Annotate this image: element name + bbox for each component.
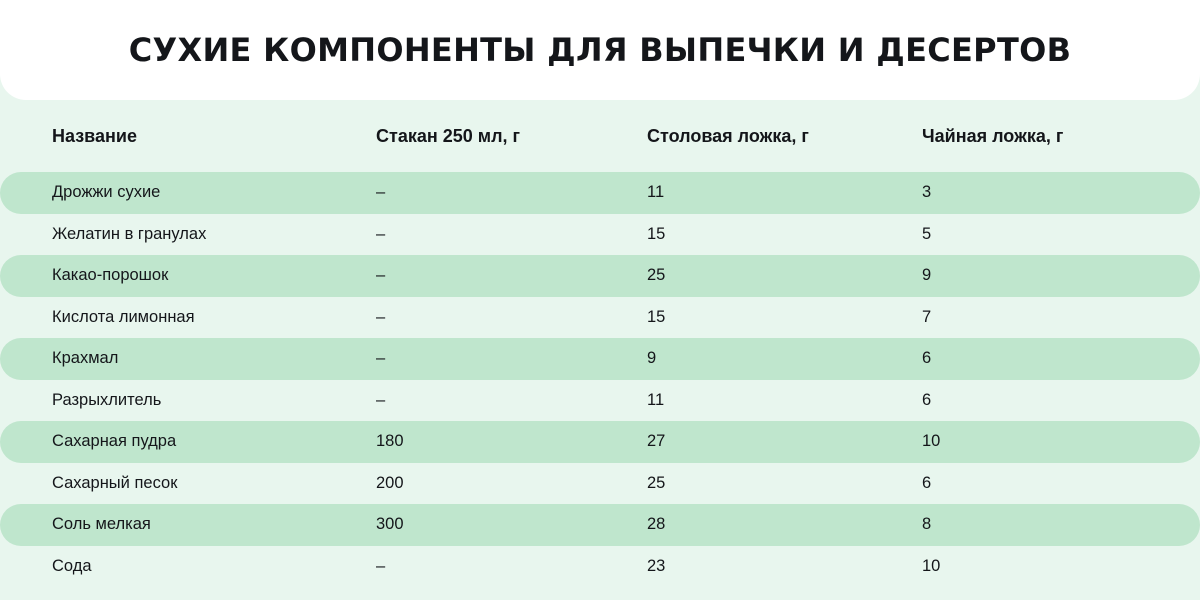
cell-name: Сахарная пудра [0, 421, 340, 463]
cell-name: Сахарный песок [52, 473, 178, 492]
table-row [0, 297, 1200, 339]
table-body [0, 172, 1200, 587]
cell-name: Какао-порошок [0, 255, 340, 297]
cell-cup: – [376, 307, 386, 326]
measurements-table [0, 100, 1200, 587]
table-row [0, 338, 1200, 380]
cell-teaspoon: 10 [922, 556, 941, 575]
cell-teaspoon: 6 [922, 390, 932, 409]
column-header-cup: Стакан 250 мл, г [376, 125, 520, 146]
cell-teaspoon: 10 [890, 421, 1200, 463]
cell-cup: 200 [376, 473, 404, 492]
table-row [0, 214, 1200, 256]
cell-tablespoon: 9 [615, 338, 890, 380]
cell-tablespoon: 15 [647, 224, 666, 243]
cell-tablespoon: 28 [615, 504, 890, 546]
cell-teaspoon: 7 [922, 307, 932, 326]
cell-tablespoon: 11 [647, 390, 665, 409]
cell-tablespoon: 15 [647, 307, 666, 326]
cell-cup: – [376, 390, 386, 409]
cell-cup: – [340, 338, 615, 380]
column-header-teaspoon: Чайная ложка, г [922, 125, 1064, 146]
table-row [0, 463, 1200, 505]
cell-teaspoon: 8 [890, 504, 1200, 546]
table-row [0, 172, 1200, 214]
measurements-table-wrapper [0, 100, 1200, 600]
cell-cup: – [376, 224, 386, 243]
header-card [0, 0, 1200, 100]
cell-cup: – [376, 556, 386, 575]
cell-teaspoon: 6 [922, 473, 932, 492]
table-row [0, 504, 1200, 546]
cell-cup: – [340, 172, 615, 214]
cell-cup: 300 [340, 504, 615, 546]
cell-name: Кислота лимонная [52, 307, 195, 326]
cell-teaspoon: 6 [890, 338, 1200, 380]
cell-teaspoon: 3 [890, 172, 1200, 214]
page-title: СУХИЕ КОМПОНЕНТЫ ДЛЯ ВЫПЕЧКИ И ДЕСЕРТОВ [128, 31, 1072, 69]
cell-name: Разрыхлитель [52, 390, 162, 409]
cell-cup: – [340, 255, 615, 297]
column-header-tablespoon: Столовая ложка, г [647, 125, 809, 146]
cell-tablespoon: 25 [647, 473, 666, 492]
cell-teaspoon: 9 [890, 255, 1200, 297]
cell-tablespoon: 27 [615, 421, 890, 463]
cell-name: Сода [52, 556, 92, 575]
table-row [0, 380, 1200, 422]
cell-tablespoon: 25 [615, 255, 890, 297]
cell-teaspoon: 5 [922, 224, 932, 243]
column-header-name: Название [52, 125, 137, 146]
table-header-row [0, 100, 1200, 172]
cell-tablespoon: 23 [647, 556, 666, 575]
cell-name: Желатин в гранулах [52, 224, 207, 243]
cell-tablespoon: 11 [615, 172, 890, 214]
cell-name: Соль мелкая [0, 504, 340, 546]
cell-name: Крахмал [0, 338, 340, 380]
table-header [0, 100, 1200, 172]
table-row [0, 546, 1200, 588]
table-row [0, 421, 1200, 463]
cell-name: Дрожжи сухие [0, 172, 340, 214]
cell-cup: 180 [340, 421, 615, 463]
table-row [0, 255, 1200, 297]
